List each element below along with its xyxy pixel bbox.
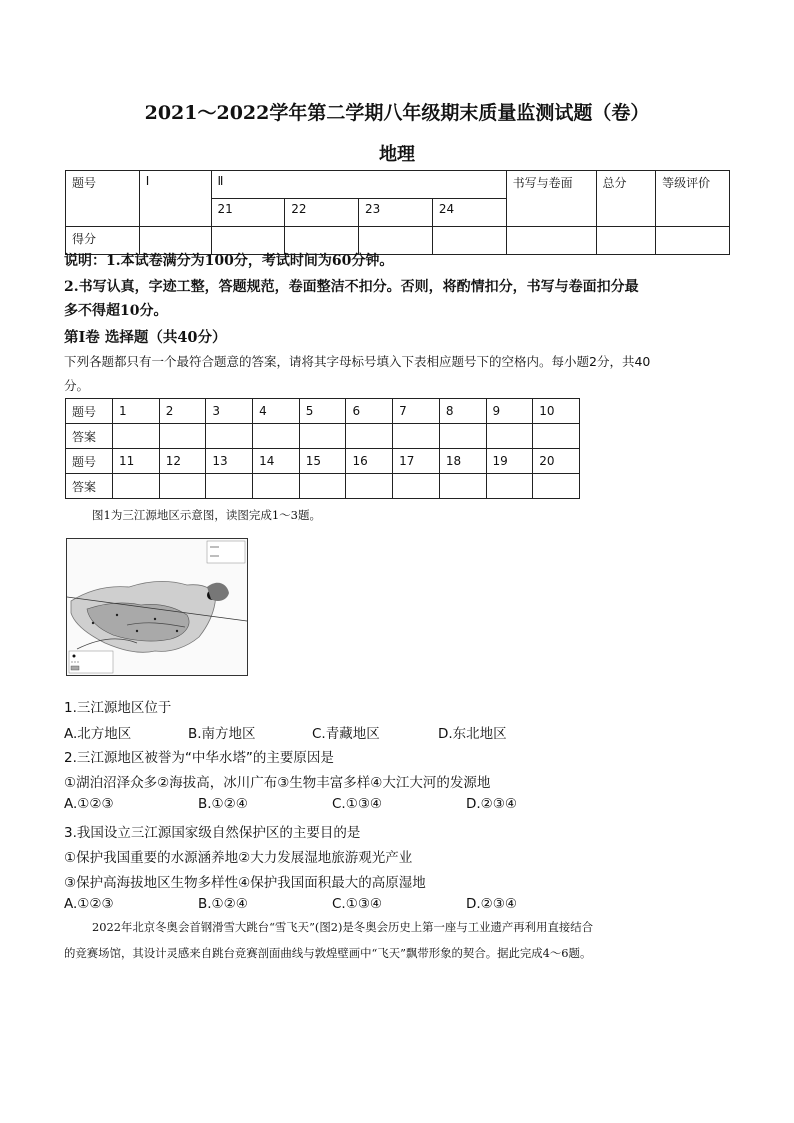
answer-table-qnum: 20 xyxy=(533,449,580,474)
answer-table-qnum: 4 xyxy=(253,399,300,424)
score-table-grade: 等级评价 xyxy=(656,171,730,227)
score-table-q22: 22 xyxy=(285,199,359,227)
score-cell[interactable] xyxy=(432,227,506,255)
question-3: 3.我国设立三江源国家级自然保护区的主要目的是 xyxy=(64,825,361,841)
question-1: 1.三江源地区位于 xyxy=(64,700,172,716)
q2-option-b[interactable]: B.①②④ xyxy=(198,796,248,812)
answer-cell[interactable] xyxy=(393,424,440,449)
answer-table-qnum: 12 xyxy=(159,449,206,474)
sanjiangyuan-map xyxy=(66,538,248,676)
answer-cell[interactable] xyxy=(393,474,440,499)
answer-table-answer-label: 答案 xyxy=(66,474,113,499)
answer-table-qnum: 5 xyxy=(299,399,346,424)
figure1-intro: 图1为三江源地区示意图，读图完成1～3题。 xyxy=(92,508,321,522)
answer-cell[interactable] xyxy=(206,474,253,499)
section1-instruction-a: 下列各题都只有一个最符合题意的答案，请将其字母标号填入下表相应题号下的空格内。每小题2分，共40 xyxy=(64,354,651,369)
map-illustration xyxy=(67,539,247,675)
answer-cell[interactable] xyxy=(253,424,300,449)
question-2-items: ①湖泊沼泽众多②海拔高，冰川广布③生物丰富多样④大江大河的发源地 xyxy=(64,775,491,791)
answer-table-qnum: 19 xyxy=(486,449,533,474)
answer-table-qnum: 11 xyxy=(113,449,160,474)
q1-option-a[interactable]: A.北方地区 xyxy=(64,726,132,742)
answer-table xyxy=(65,398,580,499)
score-table-score-label: 得分 xyxy=(66,227,140,255)
score-cell[interactable] xyxy=(506,227,596,255)
subject-title: 地理 xyxy=(379,144,415,165)
answer-cell[interactable] xyxy=(299,424,346,449)
answer-cell[interactable] xyxy=(439,474,486,499)
answer-table-qnum: 15 xyxy=(299,449,346,474)
q1-option-b[interactable]: B.南方地区 xyxy=(188,726,256,742)
q3-option-a[interactable]: A.①②③ xyxy=(64,896,114,912)
score-table xyxy=(65,170,730,255)
answer-cell[interactable] xyxy=(486,474,533,499)
answer-table-qnum: 14 xyxy=(253,449,300,474)
question-3-items-b: ③保护高海拔地区生物多样性④保护我国面积最大的高原湿地 xyxy=(64,875,426,891)
score-table-total: 总分 xyxy=(596,171,656,227)
passage-line-1: 2022年北京冬奥会首钢滑雪大跳台“雪飞天”(图2)是冬奥会历史上第一座与工业遗产再利用直接结合 xyxy=(92,920,594,934)
answer-table-qnum: 18 xyxy=(439,449,486,474)
answer-cell[interactable] xyxy=(159,474,206,499)
q2-option-c[interactable]: C.①③④ xyxy=(332,796,383,812)
q3-option-b[interactable]: B.①②④ xyxy=(198,896,248,912)
answer-cell[interactable] xyxy=(299,474,346,499)
answer-table-qnum: 9 xyxy=(486,399,533,424)
score-table-part2: Ⅱ xyxy=(211,171,506,199)
q3-option-d[interactable]: D.②③④ xyxy=(466,896,517,912)
answer-table-qnum: 16 xyxy=(346,449,393,474)
score-table-question-label: 题号 xyxy=(66,171,140,227)
answer-table-question-label: 题号 xyxy=(66,399,113,424)
passage-line-2: 的竞赛场馆，其设计灵感来自跳台竞赛剖面曲线与敦煌壁画中“飞天”飘带形象的契合。据此完成4～6题。 xyxy=(64,946,592,960)
score-table-q24: 24 xyxy=(432,199,506,227)
answer-cell[interactable] xyxy=(439,424,486,449)
note-1: 说明：1.本试卷满分为100分，考试时间为60分钟。 xyxy=(64,253,394,269)
answer-table-qnum: 13 xyxy=(206,449,253,474)
score-table-writing: 书写与卷面 xyxy=(506,171,596,227)
answer-table-qnum: 3 xyxy=(206,399,253,424)
answer-cell[interactable] xyxy=(486,424,533,449)
q3-option-c[interactable]: C.①③④ xyxy=(332,896,383,912)
q1-option-c[interactable]: C.青藏地区 xyxy=(312,726,380,742)
score-cell[interactable] xyxy=(656,227,730,255)
score-table-q23: 23 xyxy=(359,199,433,227)
answer-table-answer-label: 答案 xyxy=(66,424,113,449)
q1-option-d[interactable]: D.东北地区 xyxy=(438,726,507,742)
answer-cell[interactable] xyxy=(113,424,160,449)
section1-instruction-b: 分。 xyxy=(64,378,90,393)
answer-cell[interactable] xyxy=(253,474,300,499)
answer-cell[interactable] xyxy=(346,474,393,499)
question-3-items-a: ①保护我国重要的水源涵养地②大力发展湿地旅游观光产业 xyxy=(64,850,413,866)
answer-cell[interactable] xyxy=(533,474,580,499)
answer-table-qnum: 2 xyxy=(159,399,206,424)
answer-table-question-label: 题号 xyxy=(66,449,113,474)
score-cell[interactable] xyxy=(596,227,656,255)
score-table-q21: 21 xyxy=(211,199,285,227)
answer-cell[interactable] xyxy=(533,424,580,449)
section1-heading: 第Ⅰ卷 选择题（共40分） xyxy=(64,329,227,346)
answer-table-qnum: 7 xyxy=(393,399,440,424)
note-2a: 2.书写认真，字迹工整，答题规范，卷面整洁不扣分。否则，将酌情扣分，书写与卷面扣分最 xyxy=(64,279,639,295)
answer-cell[interactable] xyxy=(206,424,253,449)
score-table-part1: Ⅰ xyxy=(139,171,211,227)
answer-cell[interactable] xyxy=(346,424,393,449)
note-2b: 多不得超10分。 xyxy=(64,303,168,319)
answer-table-qnum: 6 xyxy=(346,399,393,424)
answer-table-qnum: 8 xyxy=(439,399,486,424)
q2-option-a[interactable]: A.①②③ xyxy=(64,796,114,812)
answer-cell[interactable] xyxy=(159,424,206,449)
answer-table-qnum: 1 xyxy=(113,399,160,424)
answer-table-qnum: 17 xyxy=(393,449,440,474)
exam-title: 2021～2022学年第二学期八年级期末质量监测试题（卷） xyxy=(144,102,650,124)
question-2: 2.三江源地区被誉为“中华水塔”的主要原因是 xyxy=(64,750,334,766)
answer-table-qnum: 10 xyxy=(533,399,580,424)
answer-cell[interactable] xyxy=(113,474,160,499)
q2-option-d[interactable]: D.②③④ xyxy=(466,796,517,812)
